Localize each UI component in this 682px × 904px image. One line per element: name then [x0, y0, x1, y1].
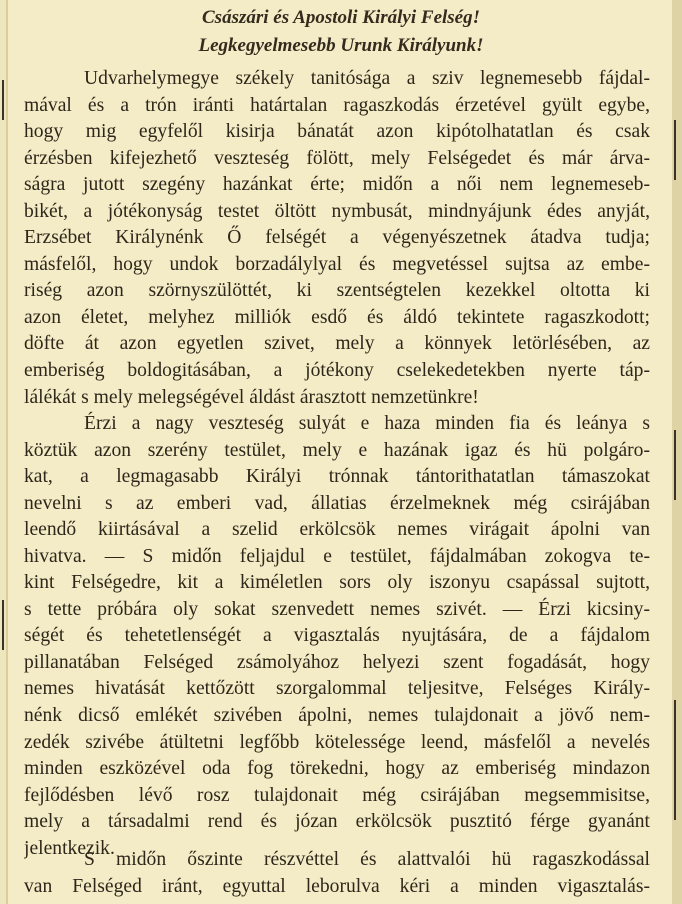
- text-line: mával és a trón iránti határtalan ragaszkodás érzetével gyült egybe,: [24, 94, 650, 116]
- text-line: jelentkezik.: [24, 837, 115, 859]
- text-line: hogy mig egyfelől kisirja bánatát azon kipótolhatatlan és csak: [24, 121, 650, 143]
- paragraph-3: [24, 847, 650, 900]
- text-line: érzésben kifejezhető veszteség fölött, mely Felségedet és már árva-: [24, 147, 650, 169]
- text-line: leendő kiirtásával a szelid erkölcsök nemes virágait ápolni van: [24, 519, 650, 541]
- text-line: bikét, a jótékonyság testet öltött nymbusát, mindnyájunk édes anyját,: [24, 200, 650, 222]
- text-line: ságra jutott szegény hazánkat érte; midőn a női nem legnemeseb-: [24, 174, 650, 196]
- text-line: kat, a legmagasabb Királyi trónnak tántorithatatlan támaszokat: [24, 466, 650, 488]
- text-line: Érzi a nagy veszteség sulyát e haza minden fia és leánya s: [84, 413, 650, 434]
- text-line: riség azon szörnyszülöttét, ki szentségtelen kezekkel oltotta ki: [24, 280, 650, 302]
- text-line: másfelől, hogy undok borzadálylyal és megvetéssel sujtsa az embe-: [24, 253, 650, 275]
- text-line: nevelni s az emberi vad, állatias érzelmeknek még csirájában: [24, 492, 650, 514]
- text-line: kint Felségedre, kit a kiméletlen sors oly iszonyu csapással sujtott,: [24, 572, 650, 594]
- text-line: Erzsébet Királynénk Ő felségét a végenyészetnek átadva tudja;: [24, 227, 650, 249]
- text-line: fejlődésben lévő rosz tulajdonait még csirájában megsemmisitse,: [24, 784, 650, 806]
- text-line: lálékát s mely melegségével áldást árasztott nemzetünkre!: [24, 386, 479, 408]
- edge-mark: [674, 700, 676, 820]
- text-line: S midőn őszinte részvéttel és alattvalói hü ragaszkodással: [84, 849, 650, 870]
- paragraph-2: [24, 411, 650, 862]
- heading-line-1: Császári és Apostoli Királyi Felség!: [202, 7, 480, 28]
- text-line: zedék szivébe átültetni legfőbb kötelessége leend, másfelől a nevelés: [24, 731, 650, 753]
- text-line: nemes hivatását kettőzött szorgalommal teljesitve, Felséges Király-: [24, 678, 650, 700]
- text-line: köztük azon szerény testület, mely e hazának igaz és hü polgáro-: [24, 439, 650, 461]
- text-line: döfte át azon egyetlen szivet, mely a könnyek letörlésében, az: [24, 333, 650, 355]
- text-line: pillanatában Felséged zsámolyához helyezi szent fogadását, hogy: [24, 651, 650, 673]
- text-line: van Felséged iránt, egyuttal leborulva kéri a minden vigasztalás-: [24, 875, 650, 897]
- edge-mark: [674, 120, 676, 180]
- page-left-edge: [6, 0, 8, 904]
- text-line: mely a társadalmi rend és józan erkölcsök pusztitó férge gyanánt: [24, 811, 650, 833]
- text-line: s tette próbára oly sokat szenvedett nemes szivét. — Érzi kicsiny-: [24, 598, 650, 620]
- text-line: emberiség boldogitásában, a jótékony cselekedetekben nyerte táp-: [24, 360, 650, 382]
- edge-mark: [2, 80, 4, 120]
- text-line: nénk dicső emlékét szivében ápolni, nemes tulajdonait a jövő nem-: [24, 705, 650, 727]
- text-line: hivatva. — S midőn feljajdul e testület, fájdalmában zokogva te-: [24, 545, 650, 567]
- text-line: ségét és tehetetlenségét a vigasztalás nyujtására, de a fájdalom: [24, 625, 650, 647]
- edge-mark: [2, 600, 4, 650]
- text-line: azon életet, melyhez milliók esdő és áldó tekintete ragaszkodott;: [24, 306, 650, 328]
- text-line: Udvarhelymegye székely tanitósága a sziv legnemesebb fájdal-: [84, 68, 650, 89]
- edge-mark: [674, 430, 676, 500]
- heading-line-2: Legkegyelmesebb Urunk Királyunk!: [198, 35, 484, 56]
- text-line: minden eszközével oda fog törekedni, hogy az emberiség mindazon: [24, 758, 650, 780]
- paragraph-1: [24, 66, 650, 411]
